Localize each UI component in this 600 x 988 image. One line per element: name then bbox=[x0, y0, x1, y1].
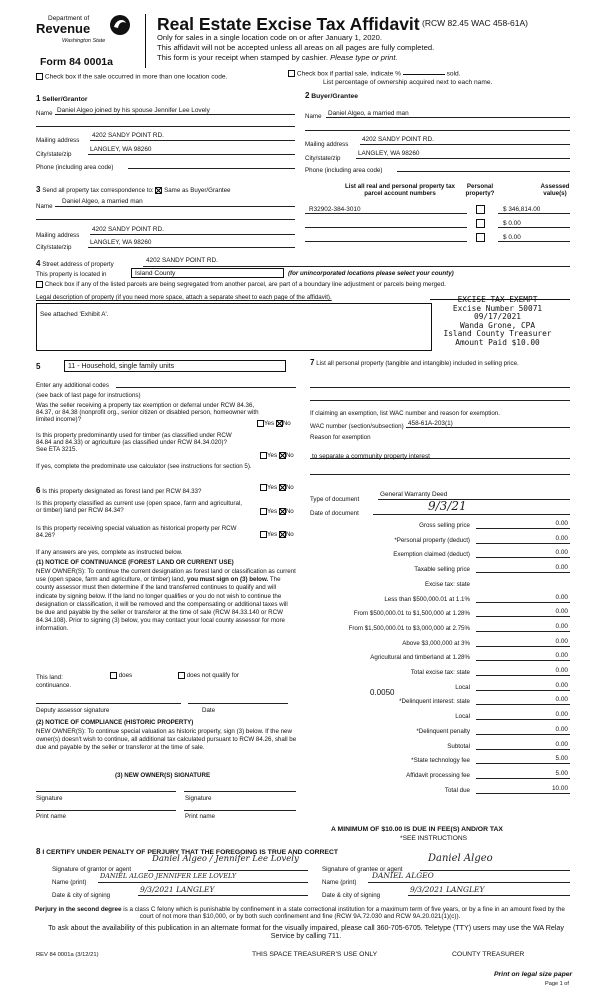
notice-continuance-text: NEW OWNER(S): To continue the current designation as forest land or classification as current use (open space, farm and agriculture, or timber) land, you must sign on (3) below. The county assessor must then determine if the land transferred continues to qualify and will indicate by signing below. If the land no longer qualifies or you do not wish to continue the designation or classification, it will be removed and the compensating or additional taxes will be due and payable by the seller or transferor at the time of sale (RCW 84.33.140 or RCW 84.34.108). Prior to signing (3) below, you may contact your local county assessor for more information. bbox=[36, 568, 296, 633]
does-checkbox[interactable] bbox=[110, 672, 117, 679]
dor-logo bbox=[36, 14, 132, 56]
tax-row-value[interactable]: 0.00 bbox=[555, 696, 568, 704]
seller-name-line-2 bbox=[36, 117, 295, 127]
owner-sig-line-2 bbox=[184, 782, 296, 792]
seller-city-field[interactable]: LANGLEY, WA 98260 bbox=[90, 146, 152, 153]
grantee-date-city[interactable]: 9/3/2021 LANGLEY bbox=[410, 885, 485, 894]
see-instructions-note: *SEE INSTRUCTIONS bbox=[400, 835, 468, 842]
personal-property-checkbox[interactable] bbox=[476, 205, 485, 214]
seller-name-label: Name bbox=[36, 110, 53, 117]
stamp-line: Excise Number 50071 bbox=[452, 303, 543, 313]
county-select[interactable] bbox=[131, 268, 284, 278]
page-number: Page 1 of bbox=[545, 981, 569, 987]
doc-type-field[interactable]: General Warranty Deed bbox=[380, 491, 448, 498]
tax-row-value[interactable]: 0.00 bbox=[555, 608, 568, 616]
corr-name-line-2 bbox=[36, 210, 295, 220]
grantor-date-city[interactable]: 9/3/2021 LANGLEY bbox=[140, 885, 215, 894]
buyer-name-field[interactable]: Daniel Algeo, a married man bbox=[328, 110, 409, 117]
forest-yes-no: Yes No bbox=[260, 484, 294, 491]
this-land-label: This land: bbox=[36, 674, 63, 681]
timber-calc-note: If yes, complete the predominate use calculator (see instructions for section 5). bbox=[36, 463, 252, 470]
assessed-value-field[interactable]: $ 0.00 bbox=[503, 234, 521, 241]
grantee-printed-name[interactable]: DANIEL ALGEO bbox=[372, 871, 434, 880]
section-6-q1: 6 Is this property designated as forest land per RCW 84.33? bbox=[36, 486, 202, 495]
does-not-checkbox[interactable] bbox=[178, 672, 185, 679]
forest-no-checkbox[interactable] bbox=[279, 484, 286, 491]
tax-row-label: Gross selling price bbox=[419, 522, 470, 529]
grantor-name-label: Name (print) bbox=[52, 879, 87, 886]
county-treasurer: COUNTY TREASURER bbox=[452, 951, 525, 958]
personal-prop-line-2 bbox=[310, 391, 570, 401]
county-note: (for unincorporated locations please select your county) bbox=[288, 270, 454, 277]
tax-row-label: *Delinquent penalty bbox=[416, 727, 470, 735]
notice-compliance-text: NEW OWNER(S): To continue special valuation as historic property, sign (3) below. If the new owner(s) doesn't wish to continue, all additional tax calculated pursuant to RCW 84.26, shall be due and payable by the seller or transferor at the time of sale. bbox=[36, 728, 297, 752]
land-use-code-select[interactable] bbox=[64, 360, 286, 372]
additional-codes-label: Enter any additional codes bbox=[36, 382, 109, 389]
assessed-col-header: Assessed value(s) bbox=[540, 183, 570, 198]
section-4-heading: 4 Street address of property bbox=[36, 259, 114, 268]
section-3-heading: 3 Send all property tax correspondence to: Same as Buyer/Grantee bbox=[36, 185, 231, 194]
tax-row-label: Total due bbox=[444, 786, 470, 794]
tax-row-label: From $500,000.01 to $1,500,000 at 1.28% bbox=[353, 610, 470, 618]
county-value: Island County bbox=[135, 270, 176, 277]
partial-note: List percentage of ownership acquired next to each name. bbox=[323, 79, 493, 86]
section-7-heading: 7 List all personal property (tangible and intangible) included in selling price. bbox=[310, 358, 519, 367]
multi-location-checkbox[interactable] bbox=[36, 73, 43, 80]
notice-compliance-heading: (2) NOTICE OF COMPLIANCE (HISTORIC PROPERTY) bbox=[36, 719, 194, 726]
does-not-option: does not qualify for bbox=[178, 672, 239, 679]
tax-row-value[interactable]: 0.00 bbox=[555, 637, 568, 645]
current-use-yes-no: Yes No bbox=[260, 508, 294, 515]
buyer-name-line-2 bbox=[305, 121, 570, 131]
tax-row-label: Agricultural and timberland at 1.28% bbox=[370, 654, 470, 662]
historic-no-checkbox[interactable] bbox=[279, 531, 286, 538]
deputy-date-line bbox=[188, 694, 288, 704]
alt-format-notice: To ask about the availability of this publication in an alternate format for the visually impaired, please call 360-705-6705. Teletype (TTY) users may use the WA Relay Service by calling 711. bbox=[48, 924, 564, 940]
grantee-signature[interactable]: Daniel Algeo bbox=[428, 853, 493, 864]
section-1-heading: 1 Seller/Grantor bbox=[36, 94, 88, 103]
historic-yes-no: Yes No bbox=[260, 531, 294, 538]
corr-name-label: Name bbox=[36, 203, 53, 210]
form-number: Form 84 0001a bbox=[40, 56, 113, 68]
doc-date-line bbox=[373, 505, 570, 515]
header-note-2: This affidavit will not be accepted unless all areas on all pages are fully completed. bbox=[157, 43, 435, 52]
tax-row-label: Local bbox=[455, 683, 470, 691]
partial-sale-row: Check box if partial sale, indicate % sold. bbox=[288, 70, 461, 78]
tax-row-value[interactable]: 5.00 bbox=[555, 769, 568, 777]
current-use-question: Is this property classified as current use (open space, farm and agricultural, or timber) land per RCW 84.34? bbox=[36, 500, 243, 515]
owner-sig-line-1 bbox=[36, 782, 176, 792]
stamp-bracket bbox=[430, 299, 570, 300]
timber-question: Is this property predominantly used for timber (as classified under RCW 84.84 and 84.33) or agriculture (as classified under RCW 84.34.020)? See ETA 3215. bbox=[36, 432, 232, 454]
continuance-label: continuance. bbox=[36, 682, 72, 689]
grantor-signature[interactable]: Daniel Algeo / Jennifer Lee Lovely bbox=[152, 854, 299, 864]
rev-number: REV 84 0001a (3/12/21) bbox=[36, 952, 99, 958]
additional-codes-note: (see back of last page for instructions) bbox=[36, 392, 141, 399]
header-note-1: Only for sales in a single location code on or after January 1, 2020. bbox=[157, 33, 382, 42]
deputy-sig-line bbox=[36, 694, 181, 704]
yes-instruction: If any answers are yes, complete as instructed below. bbox=[36, 549, 183, 556]
buyer-address-field[interactable]: 4202 SANDY POINT RD. bbox=[362, 136, 434, 143]
tax-row-label: Above $3,000,000 at 3% bbox=[402, 639, 470, 647]
exempt-stamp bbox=[425, 296, 570, 358]
parcel-col-header: List all real and personal property tax parcel account numbers bbox=[344, 183, 456, 198]
tax-row-label: From $1,500,000.01 to $3,000,000 at 2.75% bbox=[348, 624, 470, 632]
reason-line-2 bbox=[310, 465, 570, 475]
doc-date-label: Date of document bbox=[310, 510, 359, 517]
exemption-yes-no: Yes No bbox=[257, 420, 291, 427]
revenue-swirl-icon bbox=[108, 14, 132, 36]
owner-sig-label-2: Signature bbox=[185, 795, 212, 802]
personal-property-checkbox[interactable] bbox=[476, 219, 485, 228]
seller-phone-line bbox=[128, 159, 295, 169]
exemption-no-checkbox[interactable] bbox=[276, 420, 283, 427]
street-address-field[interactable]: 4202 SANDY POINT RD. bbox=[146, 257, 218, 264]
new-owner-sig-heading: (3) NEW OWNER(S) SIGNATURE bbox=[115, 772, 211, 779]
tax-row-value[interactable]: 0.00 bbox=[555, 549, 568, 557]
tax-row-value[interactable]: 5.00 bbox=[555, 755, 568, 763]
exemption-yes-checkbox[interactable] bbox=[257, 420, 264, 427]
section-2-heading: 2 Buyer/Grantee bbox=[305, 91, 359, 100]
minimum-due-note: A MINIMUM OF $10.00 IS DUE IN FEE(S) AND/OR TAX bbox=[331, 826, 503, 833]
multi-location-row: Check box if the sale occurred in more than one location code. bbox=[36, 73, 227, 81]
exemption-question: Was the seller receiving a property tax exemption or deferral under RCW 84.36, 84.37, or 84.38 (nonprofit org., senior citizen or disabled person, homeowner with limited income)? bbox=[36, 402, 259, 424]
corr-city-label: City/state/zip bbox=[36, 244, 72, 251]
partial-sale-checkbox[interactable] bbox=[288, 70, 295, 77]
historic-yes-checkbox[interactable] bbox=[260, 531, 267, 538]
additional-codes-line bbox=[116, 378, 296, 388]
tax-row-value[interactable]: 0.00 bbox=[555, 534, 568, 542]
seller-address-field[interactable]: 4202 SANDY POINT RD. bbox=[92, 132, 164, 139]
grantor-printed-name[interactable]: DANIEL ALGEO JENNIFER LEE LOVELY bbox=[100, 872, 237, 880]
corr-address-label: Mailing address bbox=[36, 232, 80, 239]
owner-pn-label-2: Print name bbox=[185, 813, 215, 820]
revenue-text: Revenue bbox=[36, 21, 91, 36]
wac-field[interactable]: 458-61A-203(1) bbox=[408, 420, 453, 427]
does-option: does bbox=[110, 672, 132, 679]
current-use-no-checkbox[interactable] bbox=[279, 508, 286, 515]
tax-row-label: Total excise tax: state bbox=[410, 669, 470, 676]
assessed-value-field[interactable]: $ 0.00 bbox=[503, 220, 521, 227]
notice-continuance-heading: (1) NOTICE OF CONTINUANCE (FOREST LAND OR CURRENT USE) bbox=[36, 559, 234, 566]
personal-property-checkbox[interactable] bbox=[476, 233, 485, 242]
doc-type-label: Type of document bbox=[310, 496, 360, 503]
exemption-claim-label: If claiming an exemption, list WAC number and reason for exemption. bbox=[310, 410, 500, 417]
stamp-line: Amount Paid $10.00 bbox=[455, 337, 540, 347]
buyer-address-label: Mailing address bbox=[305, 141, 349, 148]
section-5-number: 5 bbox=[36, 362, 41, 371]
parcel-number-line bbox=[305, 232, 467, 242]
seller-phone-label: Phone (including area code) bbox=[36, 164, 114, 171]
timber-yes-checkbox[interactable] bbox=[260, 452, 267, 459]
buyer-phone-line bbox=[397, 162, 570, 172]
tax-row-value[interactable]: 0.00 bbox=[555, 593, 568, 601]
stamp-line: Island County Treasurer bbox=[443, 329, 552, 339]
seller-address-label: Mailing address bbox=[36, 137, 80, 144]
tax-row-label: Excise tax: state bbox=[424, 580, 470, 588]
form-rcw: (RCW 82.45 WAC 458-61A) bbox=[422, 18, 528, 28]
current-use-yes-checkbox[interactable] bbox=[260, 508, 267, 515]
stamp-line: EXCISE TAX EXEMPT bbox=[457, 295, 538, 304]
tax-row-label: Local bbox=[455, 713, 470, 721]
perjury-notice: Perjury in the second degree is a class C felony which is punishable by confinement in a state correctional institution for a maximum term of five years, or by a fine in an amount fixed by the court of not more than $10,000, or by both such confinement and fine (RCW 9A.72.030 and RCW 9A.20.021(1)(c)). bbox=[35, 906, 565, 921]
tax-row-label: *Delinquent interest: state bbox=[399, 698, 470, 706]
header-note-3: This form is your receipt when stamped by cashier. Please type or print. bbox=[157, 53, 398, 62]
timber-yes-no: Yes No bbox=[260, 452, 294, 459]
grantor-date-label: Date & city of signing bbox=[52, 892, 111, 899]
forest-yes-checkbox[interactable] bbox=[260, 484, 267, 491]
stamp-line: 09/17/2021 bbox=[474, 312, 521, 322]
tax-row-label: Exemption claimed (deduct) bbox=[393, 551, 470, 559]
personal-col-header: Personal property? bbox=[465, 183, 495, 198]
buyer-phone-label: Phone (including area code) bbox=[305, 167, 383, 174]
same-as-buyer-checkbox[interactable] bbox=[155, 187, 162, 194]
segregation-row: Check box if any of the listed parcels are being segregated from another parcel, are part of a boundary line adjustment or parcels being merged. bbox=[36, 281, 446, 288]
corr-city-field[interactable]: LANGLEY, WA 98260 bbox=[90, 239, 152, 246]
doc-date-handwritten[interactable]: 9/3/21 bbox=[428, 499, 467, 513]
dept-text: Department of bbox=[48, 15, 90, 22]
tax-row-label: Affidavit processing fee bbox=[406, 771, 470, 779]
owner-pn-line-1 bbox=[36, 801, 176, 811]
legal-description-field: See attached 'Exhibit A'. bbox=[40, 311, 109, 318]
stamp-line: Wanda Grone, CPA bbox=[459, 320, 536, 330]
reason-field[interactable]: to separate a community property interest bbox=[312, 453, 430, 460]
tax-row-value[interactable]: 0.00 bbox=[555, 564, 568, 572]
tax-row-label: Subtotal bbox=[447, 742, 470, 750]
grantor-sig-label: Signature of grantor or agent bbox=[52, 866, 132, 873]
grantee-name-label: Name (print) bbox=[322, 879, 357, 886]
buyer-city-field[interactable]: LANGLEY, WA 98260 bbox=[358, 150, 420, 157]
certification-heading: 8 I CERTIFY UNDER PENALTY OF PERJURY THAT THE FOREGOING IS TRUE AND CORRECT bbox=[36, 847, 339, 856]
tax-row-label: Less than $500,000.01 at 1.1% bbox=[384, 595, 470, 603]
legal-paper-note: Print on legal size paper bbox=[494, 971, 573, 978]
tax-row-value[interactable]: 10.00 bbox=[552, 784, 568, 792]
tax-row-value[interactable]: 0.00 bbox=[555, 740, 568, 748]
grantee-sig-label: Signature of grantee or agent bbox=[322, 866, 403, 873]
land-use-code-value: 11 - Household, single family units bbox=[68, 363, 175, 370]
local-rate: 0.0050 bbox=[370, 688, 395, 697]
tax-row-value[interactable]: 0.00 bbox=[555, 711, 568, 719]
parcel-number-line bbox=[305, 218, 467, 228]
buyer-name-label: Name bbox=[305, 113, 322, 120]
tax-row-value[interactable]: 0.00 bbox=[555, 520, 568, 527]
tax-row-value[interactable]: 0.00 bbox=[555, 622, 568, 630]
tax-row-label: *Personal property (deduct) bbox=[394, 536, 470, 544]
corr-name-field[interactable]: Daniel Algeo, a married man bbox=[62, 198, 143, 205]
segregation-checkbox[interactable] bbox=[36, 281, 43, 288]
personal-prop-line-1 bbox=[310, 378, 570, 388]
tax-row-value[interactable]: 0.00 bbox=[555, 667, 568, 674]
wa-state-text: Washington State bbox=[62, 38, 106, 44]
form-title: Real Estate Excise Tax Affidavit bbox=[157, 14, 420, 34]
deputy-date-label: Date bbox=[202, 707, 216, 714]
reason-label: Reason for exemption bbox=[310, 434, 371, 441]
tax-row-label: Taxable selling price bbox=[414, 566, 470, 574]
owner-sig-label-1: Signature bbox=[36, 795, 63, 802]
legal-desc-label: Legal description of property (if you need more space, attach a separate sheet to each page of the affidavit). bbox=[36, 294, 332, 301]
historic-question: Is this property receiving special valuation as historical property per RCW 84.26? bbox=[36, 525, 237, 540]
owner-pn-label-1: Print name bbox=[36, 813, 66, 820]
tax-row-value[interactable]: 0.00 bbox=[555, 652, 568, 660]
seller-city-label: City/state/zip bbox=[36, 151, 72, 158]
header-divider bbox=[145, 14, 146, 68]
tax-row-value[interactable]: 0.00 bbox=[555, 681, 568, 689]
buyer-city-label: City/state/zip bbox=[305, 155, 341, 162]
owner-pn-line-2 bbox=[184, 801, 296, 811]
corr-address-field[interactable]: 4202 SANDY POINT RD. bbox=[92, 226, 164, 233]
wac-label: WAC number (section/subsection) bbox=[310, 423, 404, 430]
location-label: This property is located in bbox=[36, 271, 107, 278]
assessed-value-field[interactable]: $ 346,814.00 bbox=[503, 206, 541, 213]
tax-row-value[interactable]: 0.00 bbox=[555, 725, 568, 733]
seller-name-field[interactable]: Daniel Algeo joined by his spouse Jennifer Lee Lovely bbox=[57, 107, 210, 114]
grantee-date-label: Date & city of signing bbox=[322, 892, 381, 899]
tax-row-label: *State technology fee bbox=[411, 757, 470, 765]
parcel-number-field[interactable]: R32902-384-3010 bbox=[309, 206, 361, 213]
deputy-sig-label: Deputy assessor signature bbox=[36, 707, 110, 714]
treasurer-use: THIS SPACE TREASURER'S USE ONLY bbox=[252, 951, 378, 958]
timber-no-checkbox[interactable] bbox=[279, 452, 286, 459]
